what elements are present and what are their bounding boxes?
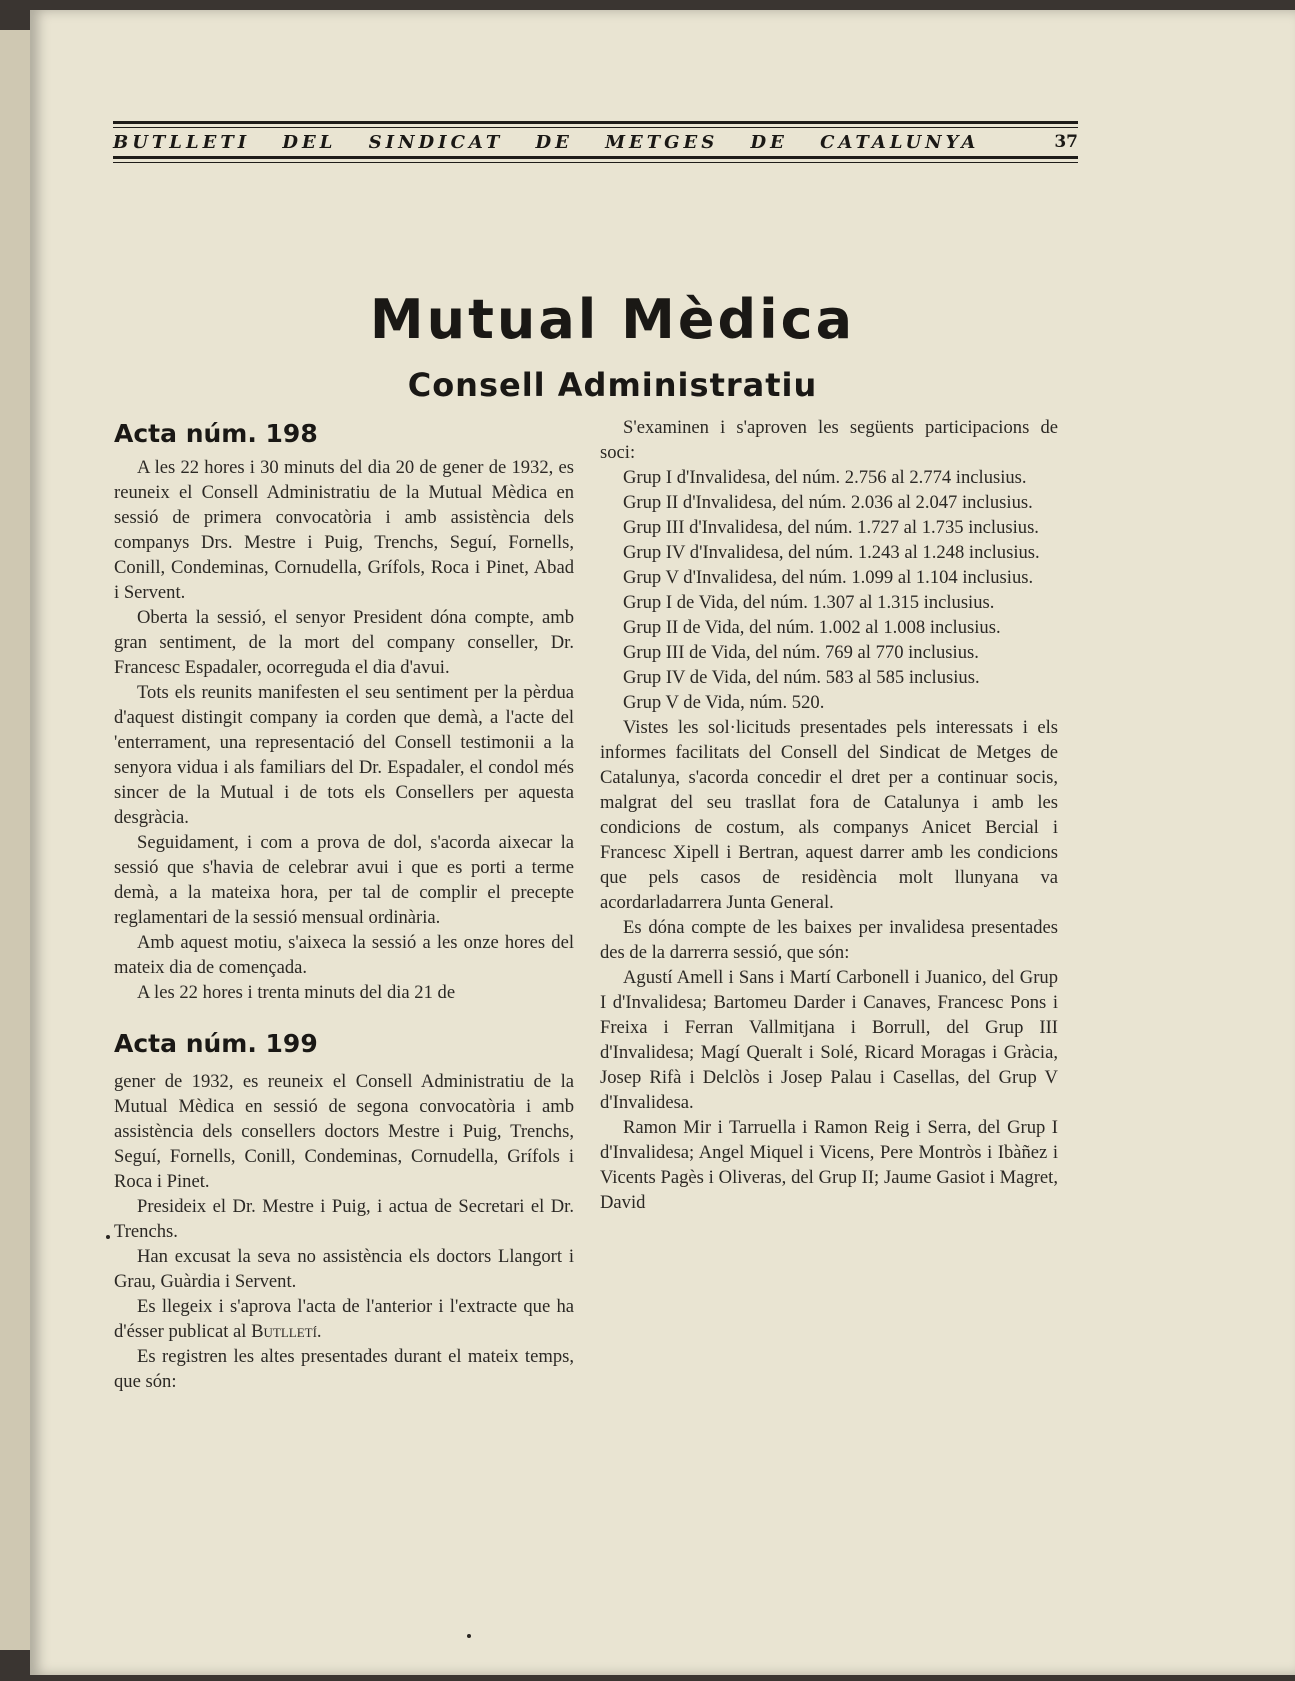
- paper-speck: [106, 1235, 110, 1239]
- paragraph: Ramon Mir i Tarruella i Ramon Reig i Serra, del Grup I d'Invalidesa; Angel Miquel i Vicens, Pere Montròs i Ibàñez i Vicents Pagès i Oliveras, del Grup II; Jaume Gasiot i Magret, David: [600, 1117, 1058, 1213]
- header-rule-bottom: [113, 156, 1078, 159]
- participation-entry: Grup I d'Invalidesa, del núm. 2.756 al 2.774 inclusius.: [623, 467, 1027, 488]
- previous-page-edge: [0, 30, 30, 1650]
- participation-entry: Grup I de Vida, del núm. 1.307 al 1.315 inclusius.: [623, 592, 995, 613]
- acta-199-heading: Acta núm. 199: [114, 1029, 318, 1058]
- paragraph: Tots els reunits manifesten el seu sentiment per la pèrdua d'aquest distingit company ia corden que demà, a l'acte del 'enterrament, una representació del Consell testimonii a la senyora vidua i als familiars del Dr. Espadaler, el condol més sincer de la Mutual i de tots els Consellers per aquesta desgràcia.: [114, 682, 574, 828]
- paper-speck: [467, 1634, 471, 1638]
- paragraph: Oberta la sessió, el senyor President dóna compte, amb gran sentiment, de la mort del company conseller, Dr. Francesc Espadaler, ocorreguda el dia d'avui.: [114, 607, 574, 678]
- running-title-line: [113, 128, 1078, 156]
- article-title: Mutual Mèdica: [369, 288, 856, 351]
- participation-entry: Grup III d'Invalidesa, del núm. 1.727 al 1.735 inclusius.: [623, 517, 1039, 538]
- paragraph: A les 22 hores i 30 minuts del dia 20 de gener de 1932, es reuneix el Consell Administratiu de la Mutual Mèdica en sessió de primera convocatòria i amb assistència dels companys Drs. Mestre i Puig, Trenchs, Seguí, Fornells, Conill, Condeminas, Cornudella, Grífols, Roca i Pinet, Abad i Servent.: [114, 457, 574, 603]
- page-number: 37: [1054, 132, 1078, 152]
- acta-198-heading: Acta núm. 198: [114, 419, 318, 448]
- paragraph: Seguidament, i com a prova de dol, s'acorda aixecar la sessió que s'havia de celebrar avui i que es porti a terme demà, a la mateixa hora, per tal de complir el precepte reglamentari de la sessió mensual ordinària.: [114, 832, 574, 928]
- paragraph: A les 22 hores i trenta minuts del dia 21 de: [137, 982, 456, 1003]
- participation-entry: Grup IV de Vida, del núm. 583 al 585 inclusius.: [623, 667, 980, 688]
- right-column: [600, 415, 1058, 1215]
- paragraph: Es dóna compte de les baixes per invalidesa presentades des de la darrerra sessió, que són:: [600, 917, 1058, 963]
- butlleti-smallcaps: Butlletí.: [251, 1321, 322, 1342]
- paragraph: Presideix el Dr. Mestre i Puig, i actua de Secretari el Dr. Trenchs.: [114, 1196, 574, 1242]
- paragraph: [114, 1294, 574, 1344]
- participation-entry: Grup V d'Invalidesa, del núm. 1.099 al 1.104 inclusius.: [623, 567, 1034, 588]
- header-rule-top: [113, 121, 1078, 124]
- left-column: [114, 415, 574, 1394]
- paragraph: S'examinen i s'aproven les següents participacions de soci:: [600, 417, 1058, 463]
- paragraph: Agustí Amell i Sans i Martí Carbonell i Juanico, del Grup I d'Invalidesa; Bartomeu Darder i Canaves, Francesc Pons i Freixa i Ferran Vallmitjana i Borrull, del Grup III d'Invalidesa; Magí Queralt i Solé, Ricard Moragas i Gràcia, Josep Rifà i Delclòs i Josep Palau i Casellas, del Grup V d'Invalidesa.: [600, 967, 1058, 1113]
- participation-entry: Grup II de Vida, del núm. 1.002 al 1.008 inclusius.: [623, 617, 1001, 638]
- article-subtitle: Consell Administratiu: [407, 366, 818, 404]
- participation-entry: Grup V de Vida, núm. 520.: [623, 692, 825, 713]
- participation-entry: Grup IV d'Invalidesa, del núm. 1.243 al 1.248 inclusius.: [623, 542, 1040, 563]
- participation-entry: Grup III de Vida, del núm. 769 al 770 inclusius.: [623, 642, 979, 663]
- paragraph: gener de 1932, es reuneix el Consell Administratiu de la Mutual Mèdica en sessió de segona convocatòria i amb assistència dels consellers doctors Mestre i Puig, Trenchs, Seguí, Fornells, Conill, Condeminas, Cornudella, Grífols i Roca i Pinet.: [114, 1071, 574, 1192]
- header-rule-bottom-thin: [113, 162, 1078, 163]
- participation-entry: Grup II d'Invalidesa, del núm. 2.036 al 2.047 inclusius.: [623, 492, 1033, 513]
- running-header: [113, 121, 1078, 163]
- paragraph: Vistes les sol·licituds presentades pels interessats i els informes facilitats del Consell del Sindicat de Metges de Catalunya, s'acorda concedir el dret per a continuar socis, malgrat del seu trasllat fora de Catalunya i amb les condicions de costum, als companys Anicet Bercial i Francesc Xipell i Bertran, aquest darrer amb les condicions que pels casos de residència molt llunyana va acordarladarrera Junta General.: [600, 717, 1058, 913]
- paragraph: Amb aquest motiu, s'aixeca la sessió a les onze hores del mateix dia de començada.: [114, 932, 574, 978]
- running-title: BUTLLETI DEL SINDICAT DE METGES DE CATALUNYA: [113, 131, 980, 153]
- paragraph-text: Es llegeix i s'aprova l'acta de l'anterior i l'extracte que ha d'ésser publicat al: [114, 1296, 574, 1342]
- paragraph: Es registren les altes presentades durant el mateix temps, que són:: [114, 1346, 574, 1392]
- paragraph: Han excusat la seva no assistència els doctors Llangort i Grau, Guàrdia i Servent.: [114, 1246, 574, 1292]
